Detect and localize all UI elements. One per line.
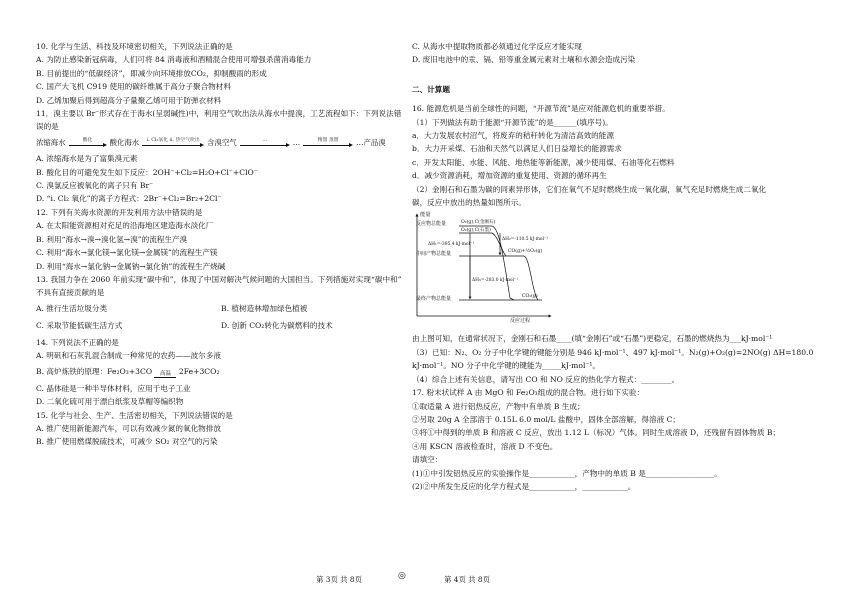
option-a: A. 在太阳能资源相对充足的沿海地区建造海水淡化厂 <box>36 221 214 231</box>
question-12 <box>36 206 406 273</box>
flow-arrow-label: 精馏 蒸馏 <box>317 137 339 143</box>
choice-b: b．大力开采煤、石油和天然气以满足人们日益增长的能源需求 <box>412 144 622 154</box>
label-intermediate-energy: 中间产物总能量 <box>416 251 452 258</box>
step-1: ①取适量 A 进行铝热反应，产物中有单质 B 生成； <box>412 401 585 411</box>
x-axis-label: 反应过程 <box>510 318 531 325</box>
right-column <box>412 40 827 493</box>
species-diamond: O₂(g),C(金刚石) <box>461 220 496 226</box>
option-a: A. 推行生活垃圾分类 <box>36 303 108 313</box>
question-stem: 10. 化学与生活、科技及环境密切相关，下列说法正确的是 <box>36 42 233 51</box>
left-column <box>36 40 406 449</box>
option-c: C. 溴氯反应被氧化的离子只有 Br⁻ <box>36 181 154 191</box>
flow-arrow-label: i. Cl₂氧化 ii. 热空气吹出 <box>146 137 200 143</box>
option-c: C. 从海水中提取物质都必须通过化学反应才能实现 <box>412 42 582 51</box>
choice-d: d．减少资源消耗，增加资源的重复使用、资源的循环再生 <box>412 171 607 181</box>
option-a: A. 推广使用新能源汽车，可以有效减少氮的氧化物排放 <box>36 423 221 433</box>
sub-question-2-answer: 由上图可知，在通常状况下，金刚石和石墨____(填“金刚石”或“石墨”)更稳定，石墨的燃烧热为___kJ·mol⁻¹ <box>412 334 773 344</box>
step-3: ③将①中得到的单质 B 和溶液 C 反应，放出 1.12 L（标况）气体。同时生成溶液 D，还残留有固体物质 B； <box>412 428 781 438</box>
question-14 <box>36 336 406 409</box>
question-stem: 14. 下列说法不正确的是 <box>36 337 119 347</box>
label-reactant-energy: 反应物总能量 <box>416 221 447 228</box>
delta-h2: ΔH₂=-110.5 kJ·mol⁻¹ <box>502 237 548 243</box>
species-graphite: O₂(g),C(石墨) <box>461 227 491 233</box>
delta-h1: ΔH₁=-395.4 kJ·mol⁻¹ <box>428 242 474 248</box>
option-d: D. “i. Cl₂ 氧化”的离子方程式：2Br⁻+Cl₂=Br₂+2Cl⁻ <box>36 194 222 204</box>
option-d: D. 乙烯加聚后得到超高分子量聚乙烯可用于防弹衣材料 <box>36 95 222 105</box>
flow-arrow <box>240 138 290 148</box>
flow-step: 含溴空气 <box>207 137 237 147</box>
question-15 <box>36 409 406 449</box>
question-stem: 15. 化学与社会、生产、生活密切相关，下列说法错误的是 <box>36 410 233 420</box>
section-title: 二、计算题 <box>412 84 450 94</box>
question-stem-cont: 误的是 <box>36 122 59 132</box>
species-co2: CO₂(g) <box>522 294 538 300</box>
sub-question-2-cont: 碳，反应中放出的热量如图所示。 <box>412 198 526 208</box>
energy-diagram <box>414 212 554 328</box>
question-11 <box>36 107 406 206</box>
sub-question-4: （4）综合上述有关信息，请写出 CO 和 NO 反应的热化学方程式：________。 <box>412 374 680 384</box>
question-17 <box>412 386 827 493</box>
page-number-left: 第 3页 共 8页 <box>316 575 363 584</box>
y-axis-label: 能量 <box>420 212 431 219</box>
flow-arrow-label: 酸化 <box>82 137 93 143</box>
option-b: B. 利用“海水→溴→溴化氢→溴”的流程生产溴 <box>36 234 188 244</box>
delta-h3: ΔH₃=-283.0 kJ·mol⁻¹ <box>472 278 518 284</box>
flow-arrow <box>303 138 353 148</box>
option-d: D. 利用“海水→氯化钠→金属钠→氯化钠”的流程生产烧碱 <box>36 261 226 271</box>
fill-prompt: 请填空： <box>412 455 443 465</box>
sub-question-1: （1）下列做法有助于能源“开源节流”的是______(填序号)。 <box>412 117 613 127</box>
option-c: C. 利用“海水→氯化镁→氯化镁→金属镁”的流程生产镁 <box>36 248 218 258</box>
option-b: B. 酸化目的可避免发生如下反应：2OH⁻+Cl₂=H₂O+Cl⁻+ClO⁻ <box>36 167 258 177</box>
flow-arrow <box>69 138 107 148</box>
option-a: A. 浓缩海水是为了富集溴元素 <box>36 154 138 164</box>
flow-step: 浓缩海水 <box>36 137 66 147</box>
option-b: B. 植树造林增加绿色植被 <box>221 303 308 313</box>
question-stem: 16. 能源危机是当前全球性的问题，“开源节流”是应对能源危机的重要举措。 <box>412 104 670 114</box>
option-c: C. 采取节能低碳生活方式 <box>36 321 123 331</box>
binding-mark: ◎ <box>398 571 406 581</box>
question-stem: 11．溴主要以 Br⁻形式存在于海水(呈弱碱性)中，利用空气吹出法从海水中提溴，工艺流程如下：下列说法错 <box>36 109 402 119</box>
step-4: ④用 KSCN 溶液检查时，溶液 D 不变色。 <box>412 441 558 451</box>
option-d: D. 二氧化硫可用于漂白纸浆及草帽等编织物 <box>36 397 184 407</box>
option-c: C. 晶体硅是一种半导体材料，应用于电子工业 <box>36 383 191 393</box>
answer-line-1: (1)①中引发铝热反应的实验操作是____________，产物中的单质 B 是__________________。 <box>412 468 722 478</box>
question-16 <box>412 102 827 386</box>
option-a: A. 为防止感染新冠病毒，人们可将 84 消毒液和酒精混合使用可增强杀菌消毒能力 <box>36 55 312 65</box>
option-c: C. 国产大飞机 C919 使用的碳纤维属于高分子聚合物材料 <box>36 82 231 92</box>
option-d: D. 废旧电池中的汞、镉、铅等重金属元素对土壤和水源会造成污染 <box>412 55 636 65</box>
page-number-right: 第 4页 共 8页 <box>444 575 491 584</box>
choice-a: a．大力发展农村沼气，将废弃的秸秆转化为清洁高效的能源 <box>412 131 614 141</box>
question-stem: 12. 下列有关海水资源的开发利用方法中错误的是 <box>36 207 203 217</box>
question-stem-cont: 不具有直接贡献的是 <box>36 288 105 298</box>
step-2: ②另取 20g A 全部溶于 0.15L 6.0 mol/L 盐酸中，固体全部溶解，得溶液 C； <box>412 414 681 424</box>
answer-line-2: (2)②中所发生反应的化学方程式是____________，____________。 <box>412 481 636 491</box>
option-b: B. 高炉炼铁的原理：Fe₂O₃+3CO 高温 2Fe+3CO₂ <box>36 367 220 378</box>
flow-arrow-label: … <box>262 137 268 143</box>
question-13 <box>36 273 406 333</box>
option-b: B. 推广使用燃煤脱硫技术，可减少 SO₂ 对空气的污染 <box>36 437 218 447</box>
option-a: A. 明矾和石灰乳混合制成一种常见的农药——波尔多液 <box>36 350 221 360</box>
choice-c: c．开发太阳能、水能、风能、地热能等新能源，减少使用煤、石油等化石燃料 <box>412 157 675 167</box>
sub-question-3-cont: kJ·mol⁻¹。NO 分子中化学键的键能为_____kJ·mol⁻¹。 <box>412 361 601 371</box>
flow-step: …产品溴 <box>356 137 386 147</box>
option-b: B. 目前提出的“低碳经济”，即减少向环境排放CO₂，抑制酸雨的形成 <box>36 68 267 78</box>
flow-step: … <box>292 137 301 147</box>
flow-step: 酸化海水 <box>109 137 140 147</box>
process-flow <box>36 136 406 149</box>
reaction-condition: 高温 <box>159 371 171 378</box>
question-10 <box>36 40 406 107</box>
label-final-energy: 最终产物总能量 <box>416 296 452 303</box>
species-co: CO(g)+½O₂(g) <box>508 249 543 255</box>
flow-arrow <box>142 138 204 148</box>
sub-question-2: （2）金刚石和石墨为碳的同素异形体，它们在氧气不足时燃烧生成一氧化碳，氧气充足时燃烧生成二氧化 <box>412 184 767 194</box>
sub-question-3: （3）已知：N₂、O₂ 分子中化学键的键能分别是 946 kJ·mol⁻¹、497 kJ·mol⁻¹。N₂(g)+O₂(g)=2NO(g) ΔH=180.0 <box>412 347 814 357</box>
question-stem: 17. 粉末状试样 A 由 MgO 和 Fe₂O₃组成的混合物。进行如下实验： <box>412 388 645 398</box>
question-stem: 13. 我国力争在 2060 年前实现“碳中和”，体现了中国对解决气候问题的大国担当。下列措施对实现“碳中和” <box>36 274 402 284</box>
option-d: D. 创新 CO₂转化为碳燃料的技术 <box>221 321 333 331</box>
